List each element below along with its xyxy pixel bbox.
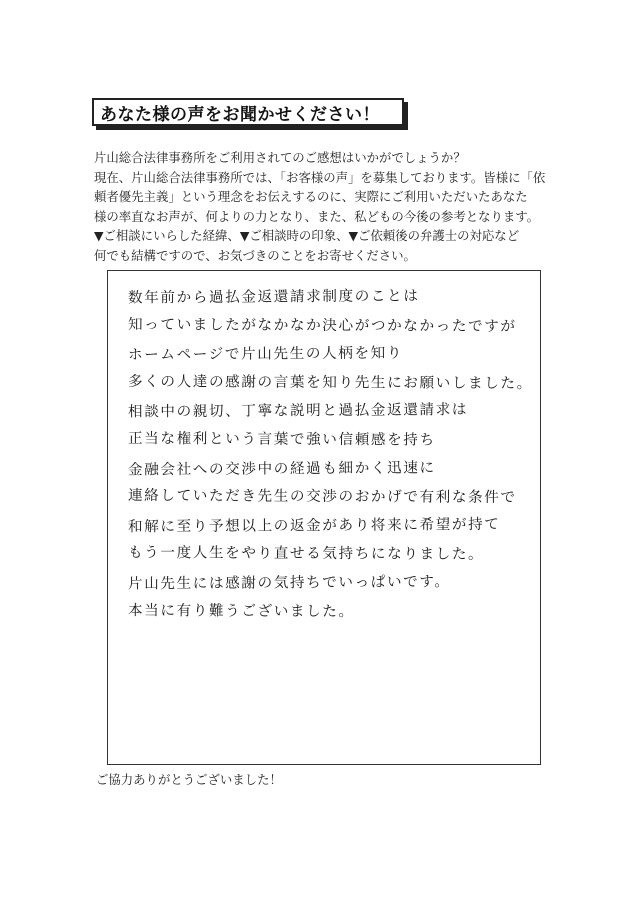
letter-line: ホームページで片山先生の人柄を知り (127, 344, 404, 364)
letter-line: 和解に至り予想以上の返金があり将来に希望が持て (127, 515, 501, 536)
handwritten-letter-box (107, 270, 541, 765)
letter-line: もう一度人生をやり直せる気持ちになりました。 (127, 544, 485, 564)
letter-line: 連絡していただき先生の交渉のおかげで有利な条件で (127, 487, 517, 507)
letter-line: 正当な権利という言葉で強い信頼感を持ち (127, 429, 436, 449)
letter-line: 片山先生には感謝の気持ちでいっぱいです。 (127, 573, 451, 593)
letter-line: 知っていましたがなかなか決心がつかなかったですが (127, 315, 517, 335)
intro-line: 何でも結構ですので、お気づきのことをお寄せください。 (94, 247, 416, 263)
intro-text (94, 148, 564, 265)
letter-line: 数年前から過払金返還請求制度のことは (127, 287, 420, 307)
title-box (92, 98, 404, 126)
intro-line: 頼者優先主義」という理念をお伝えするのに、実際にご利用いただいたあなた (94, 189, 528, 204)
intro-line: 様の率直なお声が、何よりの力となり、また、私どもの今後の参考となります。 (94, 208, 540, 224)
letter-line: 金融会社への交渉中の経過も細かく迅速に (127, 458, 436, 478)
thanks-text: ご協力ありがとうございました！ (96, 772, 282, 787)
intro-line: 片山総合法律事務所をご利用されてのご感想はいかがでしょうか？ (94, 150, 466, 165)
intro-line: ▼ご相談にいらした経緯、▼ご相談時の印象、▼ご依頼後の弁護士の対応など (94, 228, 520, 243)
page-title: あなた様の声をお聞かせください！ (100, 104, 380, 125)
letter-line: 相談中の親切、丁寧な説明と過払金返還請求は (127, 401, 469, 421)
letter-line: 多くの人達の感謝の言葉を知り先生にお願いしました。 (127, 372, 533, 392)
intro-line: 現在、片山総合法律事務所では、「お客様の声」を募集しております。皆様に「依 (94, 169, 546, 185)
letter-line: 本当に有り難うございました。 (127, 601, 355, 620)
handwritten-letter (127, 283, 533, 626)
